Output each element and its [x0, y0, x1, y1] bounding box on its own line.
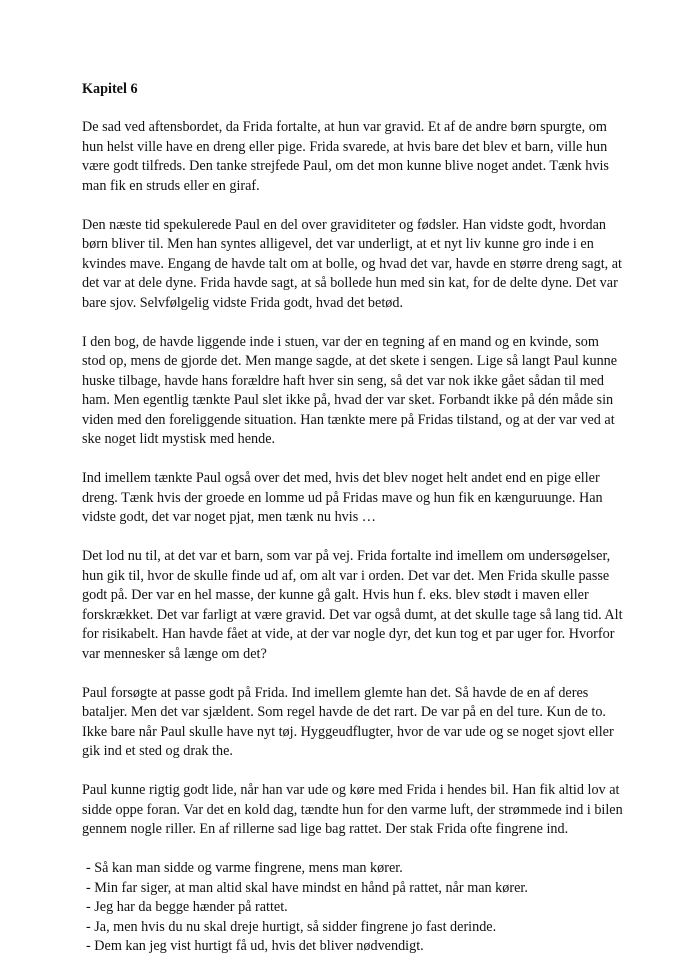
- paragraph-3: [82, 333, 618, 450]
- text-line: bare sjov. Selvfølgelig vidste Frida godt, hvad det betød.: [82, 294, 403, 311]
- dialogue-line: - Dem kan jeg vist hurtigt få ud, hvis det bliver nødvendigt.: [86, 938, 424, 954]
- text-line: gik ind et sted og drak the.: [82, 743, 233, 759]
- text-line: Paul kunne rigtig godt lide, når han var ude og køre med Frida i hendes bil. Han fik altid lov at: [82, 782, 620, 798]
- text-line: man fik en struds eller en giraf.: [82, 177, 260, 194]
- text-line: hun helst ville have en dreng eller pige. Frida svarede, at hvis bare det blev et barn, ville hun: [82, 138, 608, 155]
- text-line: hun gik til, hvor de skulle finde ud af, om alt var i orden. Det var det. Men Frida skulle passe: [82, 567, 610, 584]
- dialogue-line: - Ja, men hvis du nu skal dreje hurtigt, så sidder fingrene jo fast derinde.: [86, 918, 497, 935]
- text-line: stod op, mens de gjorde det. Men mange sagde, at det skete i sengen. Lige så langt Paul kunne: [82, 353, 618, 369]
- text-line: Det lod nu til, at det var et barn, som var på vej. Frida fortalte ind imellem om undersøgelser,: [82, 548, 611, 564]
- text-line: batalјer. Men det var sjældent. Som regel havde de det rart. De var på en del ture. Kun de to.: [82, 704, 606, 720]
- paragraph-6: [82, 684, 614, 762]
- text-line: dreng. Tænk hvis der groede en lomme ud på Fridas mave og hun fik en kænguruunge. Han: [82, 489, 603, 506]
- text-line: det var at dele dyne. Frida havde sagt, at så bollede hun med sin kat, for de delte dyne. Det var: [82, 275, 618, 291]
- text-line: I den bog, de havde liggende inde i stuen, var der en tegning af en mand og en kvinde, som: [82, 333, 599, 350]
- text-line: Ikke bare når Paul skulle have nyt tøj. Hyggeudflugter, hvor de var ude og se noget sjovt eller: [82, 723, 614, 740]
- paragraph-2: [82, 216, 622, 314]
- text-line: Ind imellem tænkte Paul også over det med, hvis det blev noget helt andet end en pige eller: [82, 470, 600, 486]
- text-line: huske tilbage, havde hans forældre haft hver sin seng, så det var nok ikke gået sådan til med: [82, 372, 605, 389]
- paragraph-7: [82, 781, 623, 840]
- text-line: Paul forsøgte at passe godt på Frida. Ind imellem glemte han det. Så havde de en af deres: [82, 684, 589, 701]
- text-line: for risikabelt. Han havde fået at vide, at der var nogle dyr, det kun tog et par uger for. Hvorfor: [82, 626, 615, 642]
- text-line: kvindes mave. Engang de havde talt om at bolle, og hvad det var, havde en større dreng sagt, at: [82, 255, 622, 272]
- paragraph-4: [82, 469, 602, 528]
- text-line: De sad ved aftensbordet, da Frida fortalte, at hun var gravid. Et af de andre børn spurgte, om: [82, 119, 607, 135]
- text-line: gennem nogle riller. En af rillerne sad lige bag rattet. Der stak Frida ofte fingrene ind.: [82, 821, 569, 837]
- text-line: ske noget lidt mystisk med hende.: [82, 431, 276, 447]
- text-line: sidde oppe foran. Var det en kold dag, tændte hun for den varme luft, der strømmede ind i bilen: [82, 801, 623, 818]
- chapter-title: Kapitel 6: [82, 81, 138, 97]
- text-line: forskrækket. Det var farligt at være gravid. Det var også dumt, at det skulle tage så lang tid. Alt: [82, 606, 623, 623]
- dialogue-line: - Jeg har da begge hænder på rattet.: [86, 899, 288, 915]
- text-line: vidste godt, det var noget pjat, men tænk nu hvis …: [82, 509, 376, 525]
- dialogue-line: - Min far siger, at man altid skal have mindst en hånd på rattet, når man kører.: [86, 879, 528, 896]
- dialogue-line: - Så kan man sidde og varme fingrene, mens man kører.: [86, 860, 403, 876]
- text-line: godt på. Der var en hel masse, der kunne gå galt. Hvis hun f. eks. blev stødt i maven eller: [82, 587, 589, 603]
- text-line: Den næste tid spekulerede Paul en del over graviditeter og fødsler. Han vidste godt, hvordan: [82, 216, 607, 233]
- text-line: var mennesker så længe om det?: [82, 645, 267, 662]
- text-line: viden med den foreliggende situation. Han tænkte mere på Fridas tilstand, og at der var ved at: [82, 411, 615, 428]
- text-line: ham. Men egentlig tænkte Paul slet ikke på, hvad der var sket. Forbandt ikke på dén måde sin: [82, 392, 614, 408]
- paragraph-5: [82, 547, 623, 664]
- paragraph-1: [82, 118, 609, 196]
- text-line: være godt tilfreds. Den tanke strejfede Paul, om det mon kunne blive noget andet. Tænk hvis: [82, 158, 609, 174]
- dialogue-block: [82, 859, 602, 957]
- document-page: [82, 79, 623, 957]
- text-line: børn bliver til. Men han syntes alligevel, det var underligt, at et nyt liv kunne gro inde i en: [82, 236, 594, 252]
